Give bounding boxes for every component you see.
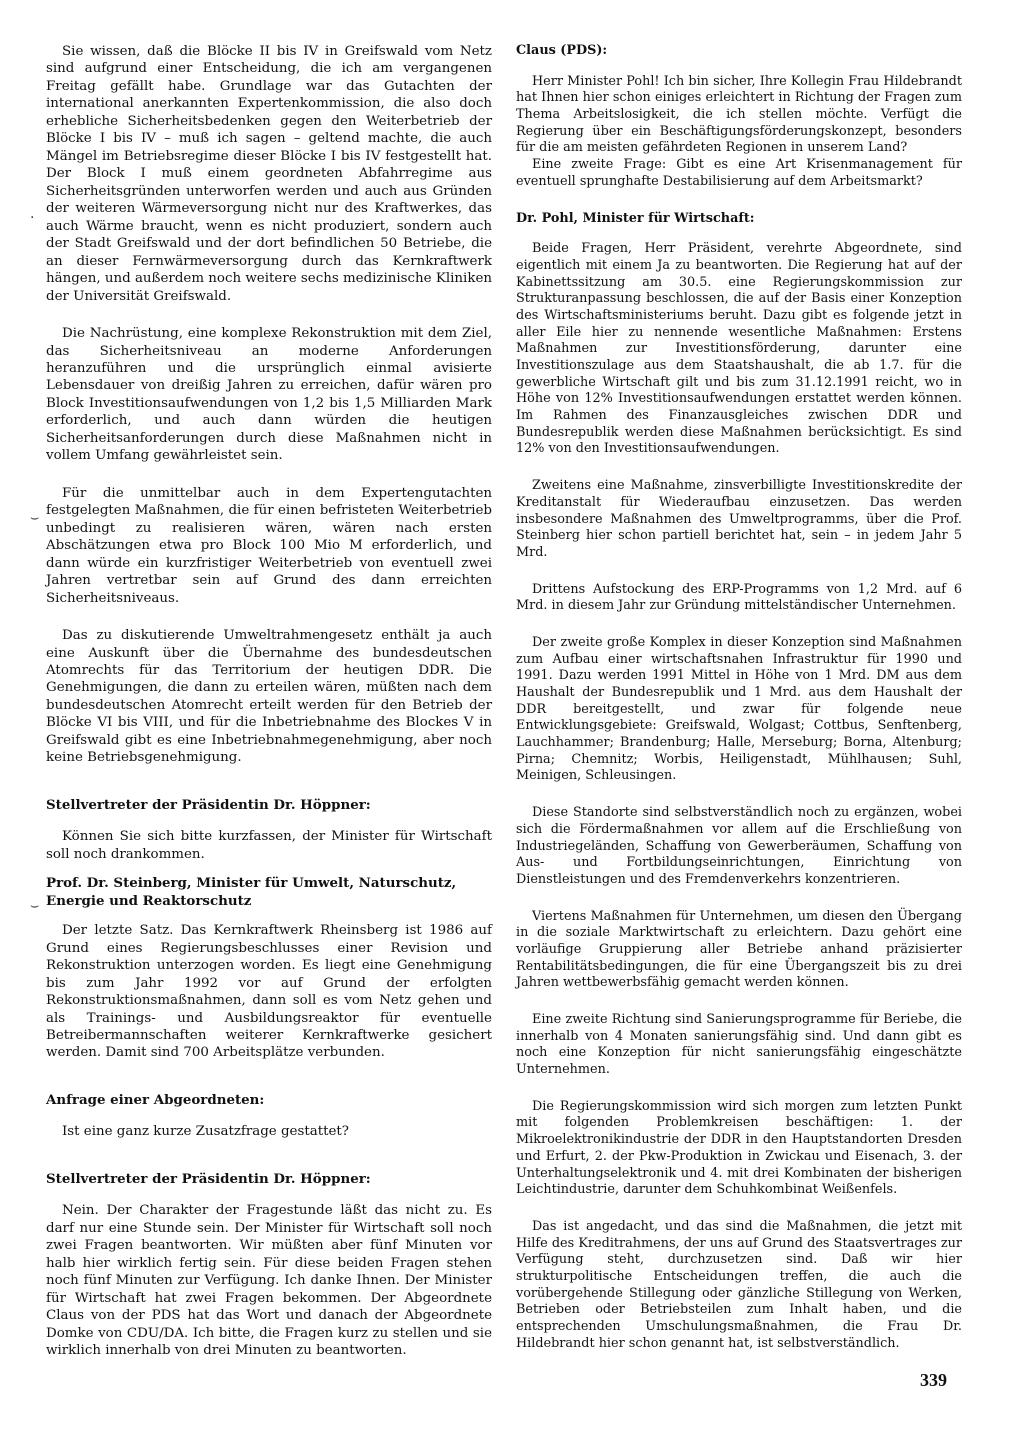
paragraph: Eine zweite Frage: Gibt es eine Art Krisenmanagement für eventuell sprunghafte Destabilisierung auf dem Arbeitsmarkt? bbox=[516, 157, 962, 189]
speaker-heading: Claus (PDS): bbox=[516, 43, 608, 58]
paragraph: Diese Standorte sind selbstverständlich noch zu ergänzen, wobei sich die Fördermaßnahmen vor allem auf die Erschließung von Industriegeländen, Schaffung von Gewerberäumen, Schaffung von Aus- und Fortbildungseinrichtungen, Einrichtung von Dienstleistungen und des Fremdenverkehrs konzentrieren. bbox=[516, 805, 962, 887]
paragraph: Beide Fragen, Herr Präsident, verehrte Abgeordnete, sind eigentlich mit einem Ja zu beantworten. Die Regierung hat auf der Kabinettssitzung am 30.5. eine Regierungskommission zur Strukturanpassung beschlossen, die auf der Basis einer Konzeption des Wirtschaftsministeriums beruht. Dazu gibt es folgende jetzt in aller Eile hier zu nennende wesentliche Maßnahmen: Erstens Maßnahmen zur Investitionsförderung, darunter eine Investitionszulage aus dem Staatshaushalt, die ab 1.7. für die gewerbliche Wirtschaft gilt und bis zum 31.12.1991 reicht, wo in Höhe von 12% Investitionsaufwendungen erstattet werden können. Im Rahmen des Finanzausgleiches zwischen DDR und Bundesrepublik werden diese Maßnahmen berücksichtigt. Es sind 12% von den Investitionsaufwendungen. bbox=[516, 241, 962, 457]
paragraph: Eine zweite Richtung sind Sanierungsprogramme für Beriebe, die innerhalb von 4 Monaten sanierungsfähig sind. Und dann gibt es noch eine Konzeption für nicht sanierungsfähig eingeschätzte Unternehmen. bbox=[516, 1012, 962, 1078]
paragraph: Das ist angedacht, und das sind die Maßnahmen, die jetzt mit Hilfe des Kreditrahmens, der uns auf Grund des Staatsvertrages zur Verfügung steht, durchzusetzen sind. Daß wir hier strukturpolitische Entscheidungen treffen, die auch die vorübergehende Stillegung oder gänzliche Stillegung von Werken, Betrieben oder Betriebsteilen zum Inhalt haben, und die entsprechenden Umschulungsmaßnahmen, die Frau Dr. Hildebrandt hier schon genannt hat, ist selbstverständlich. bbox=[516, 1218, 962, 1351]
paragraph: Viertens Maßnahmen für Unternehmen, um diesen den Übergang in die soziale Marktwirtschaft zu erleichtern. Dazu gehört eine vorläufige Gruppierung aller Betriebe anhand präzisierter Rentabilitätsbedingungen, die für eine Übergangszeit bis zu drei Jahren wettbewerbsfähig gemacht werden können. bbox=[516, 908, 962, 991]
speaker-heading: Prof. Dr. Steinberg, Minister für Umwelt, Naturschutz, Energie und Reaktorschutz bbox=[46, 875, 457, 909]
speaker-heading: Stellvertreter der Präsidentin Dr. Höppner: bbox=[46, 1170, 371, 1187]
paragraph: Ist eine ganz kurze Zusatzfrage gestattet? bbox=[62, 1124, 349, 1140]
margin-mark: ⌣ bbox=[30, 898, 40, 914]
paragraph: Die Nachrüstung, eine komplexe Rekonstruktion mit dem Ziel, das Sicherheitsniveau an moderne Anforderungen heranzuführen und die ursprünglich einmal avisierte Lebensdauer von dreißig Jahren zu erreichen, dafür wären pro Block Investitionsaufwendungen von 1,2 bis 1,5 Milliarden Mark erforderlich, und auch dann würden die heutigen Sicherheitsanforderungen durch diese Maßnahmen nicht in vollem Umfang gewährleistet sein. bbox=[46, 326, 492, 464]
page-number: 339 bbox=[920, 1370, 947, 1390]
paragraph: Zweitens eine Maßnahme, zinsverbilligte Investitionskredite der Kreditanstalt für Wiederaufbau einzusetzen. Das werden insbesondere Maßnahmen des Umweltprogramms, über die Prof. Steinberg hier schon partiell berichtet hat, sein – in jedem Jahr 5 Mrd. bbox=[516, 478, 962, 560]
paragraph: Drittens Aufstockung des ERP-Programms von 1,2 Mrd. auf 6 Mrd. in diesem Jahr zur Gründung mittelständischer Unternehmen. bbox=[516, 581, 962, 614]
left-column bbox=[46, 43, 492, 1360]
paragraph: Das zu diskutierende Umweltrahmengesetz enthält ja auch eine Auskunft über die Übernahme des bundesdeutschen Atomrechts für das Territorium der heutigen DDR. Die Genehmigungen, die dann zu erteilen wären, müßten nach dem bundesdeutschen Atomrecht erteilt werden für den Betrieb der Blöcke VI bis VIII, und für die Inbetriebnahme des Blockes V in Greifswald gibt es eine Inbetriebnahmegenehmigung, aber noch keine Betriebsgenehmigung. bbox=[46, 628, 492, 766]
paragraph: Für die unmittelbar auch in dem Expertengutachten festgelegten Maßnahmen, die für einen befristeten Weiterbetrieb unbedingt zu realisieren wären, wären nach ersten Abschätzungen etwa pro Block 100 Mio M erforderlich, und dann würde ein kurzfristiger Weiterbetrieb von eventuell zwei Jahren vertretbar sein auf Grund des dann erreichten Sicherheitsniveaus. bbox=[46, 485, 492, 606]
paragraph: Der zweite große Komplex in dieser Konzeption sind Maßnahmen zum Aufbau einer wirtschaftsnahen Infrastruktur für 1990 und 1991. Dazu werden 1991 Mittel in Höhe von 1 Mrd. DM aus dem Haushalt der Bundesrepublik und 1 Mrd. aus dem Haushalt der DDR bereitgestellt, und zwar für folgende neue Entwicklungsgebiete: Greifswald, Wolgast; Cottbus, Senftenberg, Lauchhammer; Brandenburg; Halle, Merseburg; Borna, Altenburg; Pirna; Chemnitz; Worbis, Heiligenstadt, Mühlhausen; Suhl, Meinigen, Schleusingen. bbox=[516, 634, 962, 784]
margin-mark: · bbox=[30, 210, 35, 226]
paragraph: Herr Minister Pohl! Ich bin sicher, Ihre Kollegin Frau Hildebrandt hat Ihnen hier schon einiges erleichtert in Richtung der Fragen zum Thema Arbeitslosigkeit, die ich stellen möchte. Verfügt die Regierung über ein Beschäftigungsförderungskonzept, besonders für die am meisten gefährdeten Regionen in unserem Land? bbox=[516, 73, 962, 156]
paragraph: Die Regierungskommission wird sich morgen zum letzten Punkt mit folgenden Problemkreisen beschäftigen: 1. der Mikroelektronikindustrie der DDR in den Hauptstandorten Dresden und Erfurt, 2. der Pkw-Produktion in Zwickau und Eisenach, 3. der Unterhaltungselektronik und 4. mit drei Kombinaten der bisherigen Leichtindustrie, darunter dem Schuhkombinat Weißenfels. bbox=[516, 1098, 962, 1198]
paragraph: Sie wissen, daß die Blöcke II bis IV in Greifswald vom Netz sind aufgrund einer Entscheidung, die ich am vergangenen Freitag gefällt habe. Grundlage war das Gutachten der international anerkannten Expertenkommission, die also doch erhebliche Sicherheitsbedenken gegen den Weiterbetrieb der Blöcke I bis IV – muß ich sagen – geltend machte, die auch Mängel im Betriebsregime dieser Blöcke I bis IV festgestellt hat. Der Block I muß einem geordneten Abfahrregime aus Sicherheitsgründen unterworfen werden und auch aus Gründen der weiteren Wärmeversorgung nicht nur des Kraftwerkes, das auch Wärme braucht, wenn es nicht produziert, sondern auch der Stadt Greifswald und der dort befindlichen 50 Betriebe, die an dieser Fernwärmeversorgung durch das Kernkraftwerk hängen, und außerdem noch weitere sechs medizinische Kliniken der Universität Greifswald. bbox=[46, 44, 492, 304]
paragraph: Nein. Der Charakter der Fragestunde läßt das nicht zu. Es darf nur eine Stunde sein. Der Minister für Wirtschaft soll noch zwei Fragen beantworten. Wir müßten aber fünf Minuten vor halb hier wirklich fertig sein. Für diese beiden Fragen stehen noch fünf Minuten zur Verfügung. Ich danke Ihnen. Der Minister für Wirtschaft hat zwei Fragen bekommen. Der Abgeordnete Claus von der PDS hat das Wort und danach der Abgeordnete Domke von CDU/DA. Ich bitte, die Fragen kurz zu stellen und sie wirklich innerhalb von drei Minuten zu beantworten. bbox=[46, 1203, 492, 1359]
paragraph: Der letzte Satz. Das Kernkraftwerk Rheinsberg ist 1986 auf Grund eines Regierungsbeschlusses einer Revision und Rekonstruktion unterzogen worden. Es liegt eine Genehmigung bis zum Jahr 1992 vor auf Grund der erfolgten Rekonstruktionsmaßnahmen, dann soll es vom Netz gehen und als Trainings- und Ausbildungsreaktor für eventuelle Betreibermannschaften weiterer Kernkraftwerke gesichert werden. Damit sind 700 Arbeitsplätze verbunden. bbox=[46, 923, 492, 1061]
speaker-heading: Anfrage einer Abgeordneten: bbox=[46, 1091, 265, 1108]
right-column bbox=[516, 43, 962, 1352]
speaker-heading: Stellvertreter der Präsidentin Dr. Höppner: bbox=[46, 796, 371, 813]
speaker-heading: Dr. Pohl, Minister für Wirtschaft: bbox=[516, 210, 755, 226]
paragraph: Können Sie sich bitte kurzfassen, der Minister für Wirtschaft soll noch drankommen. bbox=[46, 829, 492, 862]
margin-mark: ⌣ bbox=[30, 510, 40, 526]
